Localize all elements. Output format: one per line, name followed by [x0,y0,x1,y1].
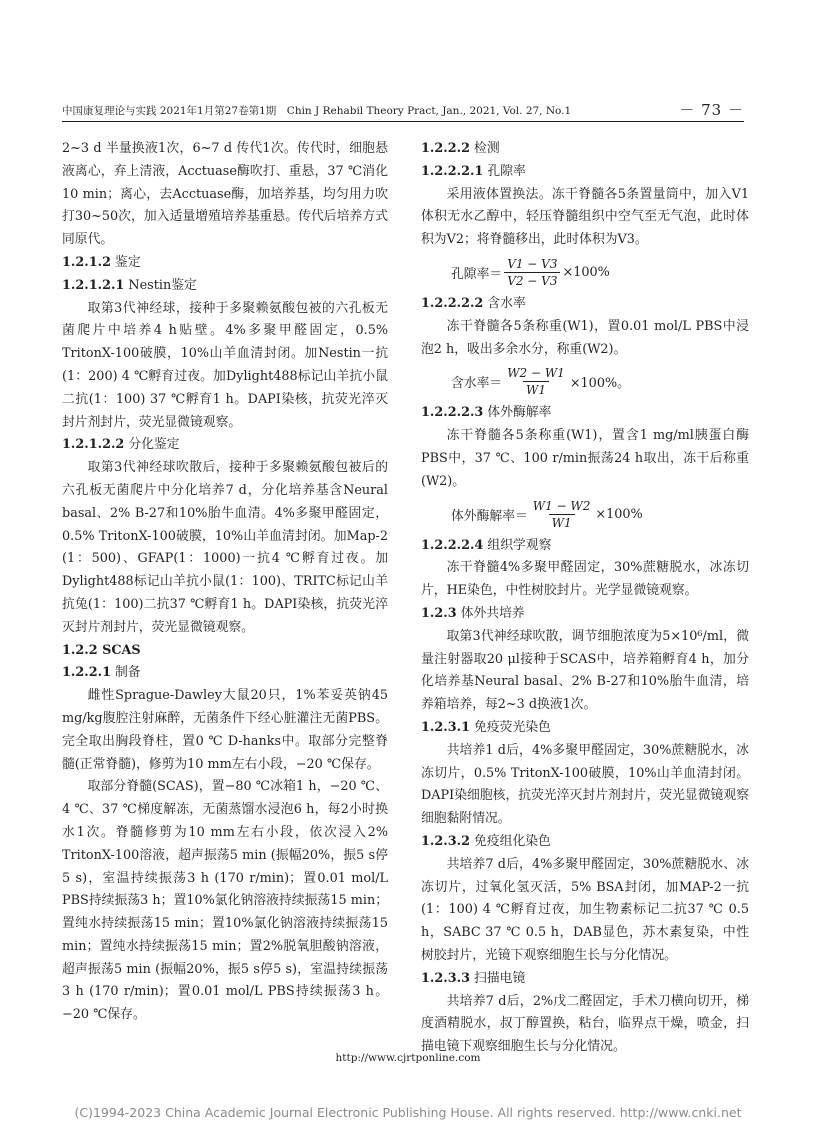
heading-title: 体外酶解率 [483,405,552,421]
heading-title: 鉴定 [110,254,141,270]
fraction-denominator: W1 [523,381,549,397]
heading-number: 1.2.1.2.2 [62,437,125,453]
heading-title: 检测 [469,141,500,156]
heading-title: 含水率 [483,295,526,311]
copyright-watermark: (C)1994-2023 China Academic Journal Electronic Publishing House. All rights reserved. http://www.cnki.net [74,1105,742,1120]
heading-number: 1.2.1.2.1 [62,277,125,293]
paragraph-enzymolysis: 冻干脊髓各5条称重(W1)，置含1 mg/ml胰蛋白酶PBS中，37 ℃、100 r/min振荡24 h取出，冻干后称重(W2)。 [421,428,749,489]
fraction [504,257,560,288]
formula-rhs: ×100% [562,264,610,280]
paragraph-immunofluorescence: 共培养1 d后，4%多聚甲醛固定，30%蔗糖脱水，冰冻切片，0.5% TritonX-100破膜，10%山羊血清封闭。DAPI染细胞核，抗荧光淬灭封片剂封片，荧光显微镜观察细胞黏附情况。 [421,742,749,827]
heading-number: 1.2.2 [62,642,98,658]
formula-lhs: 孔隙率＝ [451,266,503,282]
journal-citation: 中国康复理论与实践 2021年1月第27卷第1期 Chin J Rehabil Theory Pract, Jan., 2021, Vol. 27, No.1 [62,105,572,117]
heading-12221 [421,161,749,184]
heading-title: 扫描电镜 [469,970,526,986]
heading-12222 [421,293,749,316]
right-column [421,138,749,1059]
formula-rhs: ×100%。 [569,376,630,392]
paragraph-sem: 共培养7 d后，2%戊二醛固定，手术刀横向切开，梯度酒精脱水，叔丁醇置换，粘台，临界点干燥，喷金，扫描电镜下观察细胞生长与分化情况。 [421,993,749,1055]
heading-1212 [62,252,388,275]
formula-water-content [421,361,749,402]
paragraph-water-content: 冻干脊髓各5条称重(W1)，置0.01 mol/L PBS中浸泡2 h，吸出多余水分，称重(W2)。 [421,318,749,357]
heading-12224 [421,535,749,558]
heading-1233 [421,968,749,991]
heading-title: SCAS [97,642,141,658]
paragraph-culture-passage: 2~3 d 半量换液1次，6~7 d 传代1次。传代时，细胞悬液离心，弃上清液，Acctuase酶吹打、重悬，37 ℃消化10 min；离心，去Acctuase酶，加培养基，均匀用力吹打30~50次，加入适量增殖培养基重悬。传代后培养方式同原代。 [62,141,388,248]
heading-number: 1.2.2.2.2 [421,295,484,311]
heading-number: 1.2.1.2 [62,254,111,270]
paragraph-differentiation: 取第3代神经球吹散后，接种于多聚赖氨酸包被后的六孔板无菌爬片中分化培养7 d，分化培养基含Neural basal、2% B-27和10%胎牛血清。4%多聚甲醛固定，0.5% TritonX-100破膜，10%山羊血清封闭。加Map-2 (1：500)、GFAP(1：1000)一抗4 ℃孵育过夜。加Dylight488标记山羊抗小鼠(1：100)、TRITC标记山羊抗兔(1：100)二抗37 ℃孵育1 h。DAPI染核，抗荧光淬灭封片剂封片，荧光显微镜观察。 [62,460,388,635]
fraction [530,499,594,530]
fraction-numerator: V1 − V3 [507,256,558,271]
heading-number: 1.2.3.2 [421,833,470,849]
heading-1231 [421,717,749,740]
heading-1221 [62,662,388,685]
fraction-denominator: V2 − V3 [504,272,560,288]
heading-122 [62,640,388,663]
paragraph-porosity: 采用液体置换法。冻干脊髓各5条置量筒中，加入V1体积无水乙醇中，轻压脊髓组织中空气至无气泡，此时体积为V2；将脊髓移出，此时体积为V3。 [421,186,749,248]
formula-rhs: ×100% [595,506,643,522]
heading-1232 [421,831,749,854]
journal-url[interactable]: http://www.cjrtponline.com [335,1052,481,1064]
formula-enzymolysis [421,494,749,535]
heading-number: 1.2.2.2.4 [421,537,484,553]
heading-number: 1.2.3.1 [421,719,470,735]
heading-number: 1.2.3 [421,605,457,621]
heading-12122 [62,434,388,457]
fraction-numerator: W2 − W1 [507,366,565,381]
heading-title: Nestin鉴定 [124,277,197,293]
heading-12121 [62,275,388,298]
left-column [62,138,388,1027]
heading-number: 1.2.2.2.3 [421,405,484,421]
page-number: － 73 － [679,101,744,119]
paragraph-coculture: 取第3代神经球吹散，调节细胞浓度为5×10⁶/ml，微量注射器取20 μl接种于SCAS中，培养箱孵育4 h，加分化培养基Neural basal、2% B-27和10%胎牛血清，培养箱培养，每2~3 d换液1次。 [421,628,749,713]
heading-number: 1.2.2.2.1 [421,163,484,179]
formula-lhs: 体外酶解率＝ [451,508,528,524]
heading-number: 1.2.2.1 [62,665,111,681]
heading-title: 免疫组化染色 [469,833,551,849]
paragraph-nestin: 取第3代神经球，接种于多聚赖氨酸包被的六孔板无菌爬片中培养4 h贴壁。4%多聚甲醛固定，0.5% TritonX-100破膜，10%山羊血清封闭。加Nestin一抗(1：200) 4 ℃孵育过夜。加Dylight488标记山羊抗小鼠二抗(1：100) 37 ℃孵育1 h。DAPI染核，抗荧光淬灭封片剂封片，荧光显微镜观察。 [62,300,388,430]
heading-title: 免疫荧光染色 [469,719,551,735]
fraction-denominator: W1 [549,514,575,530]
paragraph-scas-processing: 取部分脊髓(SCAS)，置−80 ℃冰箱1 h，−20 ℃、4 ℃、37 ℃梯度解冻，无菌蒸馏水浸泡6 h，每2小时换水1次。脊髓修剪为10 mm左右小段，依次浸入2% TritonX-100溶液，超声振荡5 min (振幅20%，振5 s停5 s)，室温持续振荡3 h (170 r/min)；置0.01 mol/L PBS持续振荡3 h；置10%氯化钠溶液持续振荡15 min；置纯水持续振荡15 min；置10%氯化钠溶液持续振荡15 min；置纯水持续振荡15 min；置2%脱氧胆酸钠溶液，超声振荡5 min (振幅20%，振5 s停5 s)，室温持续振荡3 h (170 r/min)；置0.01 mol/L PBS持续振荡3 h。−20 ℃保存。 [62,779,388,1023]
heading-123 [421,603,749,626]
running-header [62,101,744,119]
heading-number: 1.2.3.3 [421,970,470,986]
heading-title: 制备 [110,665,141,681]
heading-number: 1.2.2.2 [421,141,470,156]
heading-title: 孔隙率 [483,163,526,179]
fraction-numerator: W1 − W2 [532,498,591,513]
paragraph-preparation: 雌性Sprague-Dawley大鼠20只，1%苯妥英钠45 mg/kg腹腔注射麻醉，无菌条件下经心脏灌注无菌PBS。完全取出胸段脊柱，置0 ℃ D-hanks中。取部分完整脊髓(正常脊髓)，修剪为10 mm左右小段，−20 ℃保存。 [62,688,388,772]
heading-title: 分化鉴定 [124,437,180,453]
formula-lhs: 含水率＝ [451,376,503,392]
header-rule [62,121,744,122]
formula-porosity [421,252,749,293]
fraction [504,366,568,397]
paragraph-histology: 冻干脊髓4%多聚甲醛固定，30%蔗糖脱水，冰冻切片，HE染色，中性树胶封片。光学显微镜观察。 [421,560,749,599]
heading-title: 组织学观察 [483,537,552,553]
heading-1222 [421,138,749,161]
heading-12223 [421,402,749,425]
paragraph-immunohistochemistry: 共培养7 d后，4%多聚甲醛固定，30%蔗糖脱水、冰冻切片，过氧化氢灭活，5% BSA封闭，加MAP-2一抗(1：100) 4 ℃孵育过夜，加生物素标记二抗37 ℃ 0.5 h，SABC 37 ℃ 0.5 h，DAB显色，苏木素复染，中性树胶封片，光镜下观察细胞生长与分化情况。 [421,856,749,963]
heading-title: 体外共培养 [456,605,525,621]
